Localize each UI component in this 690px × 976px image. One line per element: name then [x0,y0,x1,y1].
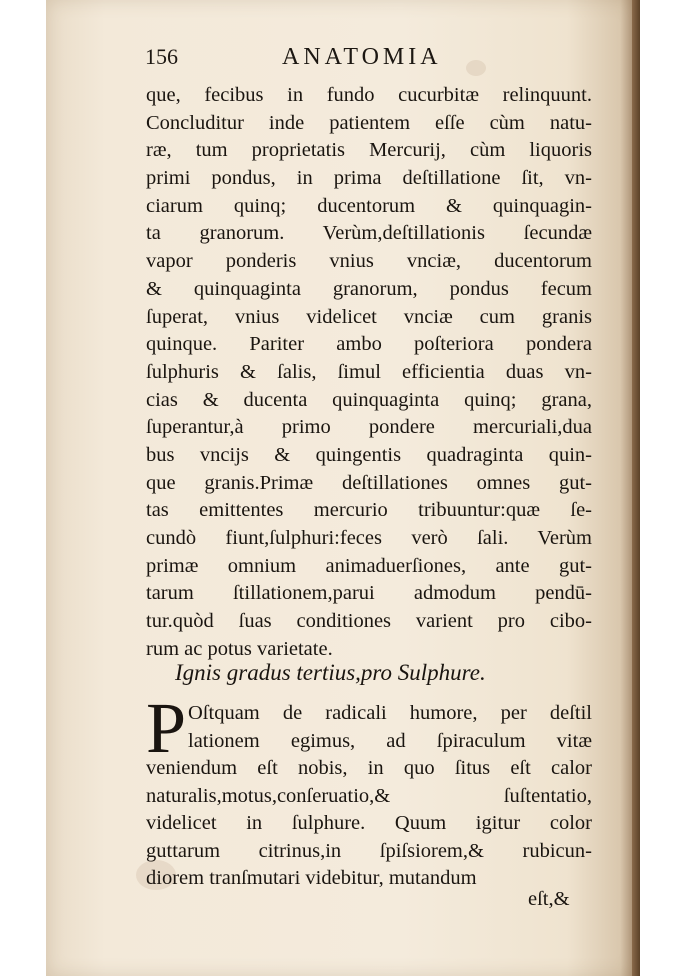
paper-stain [466,60,486,76]
text-line: ciarum quinq; ducentorum & quinquagin- [146,194,592,217]
text-line: vapor ponderis vnius vnciæ, ducentorum [146,250,592,273]
text-line: veniendum eſt nobis, in quo ſitus eſt calor [146,757,592,779]
text-line: cundò fiunt,ſulphuri:feces verò ſali. Verùm [146,527,592,549]
page-number: 156 [145,44,178,69]
text-line: ſuperantur,à primo pondere mercuriali,dua [146,416,592,439]
text-line: que granis.Primæ deſtillationes omnes gut- [146,471,592,494]
text-line: ta granorum. Verùm,deſtillationis ſecundæ [146,222,592,245]
running-title: ANATOMIA [282,44,442,70]
page-edge [632,0,640,976]
text-line: tarum ſtillationem,parui admodum pendū- [146,582,592,605]
text-line: videlicet in ſulphure. Quum igitur color [146,812,592,834]
text-line: diorem tranſmutari videbitur, mutandum [146,867,477,889]
text-line: primi pondus, in prima deſtillatione ſit, vn- [146,167,592,190]
text-line: que, fecibus in fundo cucurbitæ relinquunt. [146,84,592,106]
text-line: Concluditur inde patientem eſſe cùm natu- [146,111,592,134]
text-line: ſulphuris & ſalis, ſimul efficientia duas vn- [146,360,592,383]
text-line: naturalis,motus,conſeruatio,& ſuſtentatio, [146,784,592,807]
text-line: guttarum citrinus,in ſpiſsiorem,& rubicun- [146,839,592,862]
text-line: quinque. Pariter ambo poſteriora pondera [146,333,592,356]
drop-cap: P [146,688,187,768]
text-line: ræ, tum proprietatis Mercurij, cùm liquoris [146,139,592,162]
section-heading: Ignis gradus tertius,pro Sulphure. [175,660,486,685]
text-line: bus vncijs & quingentis quadraginta quin- [146,443,592,466]
text-line: tur.quòd ſuas conditiones varient pro cibo- [146,610,592,633]
text-line: & quinquaginta granorum, pondus fecum [146,277,592,300]
text-line: primæ omnium animaduerſiones, ante gut- [146,554,592,577]
text-line: tas emittentes mercurio tribuuntur:quæ ſe- [146,499,592,522]
text-line: rum ac potus varietate. [146,637,333,660]
text-line: Oſtquam de radicali humore, per deſtil [188,702,592,724]
text-line: ſuperat, vnius videlicet vnciæ cum granis [146,305,592,328]
text-line: cias & ducenta quinquaginta quinq; grana, [146,388,592,411]
catchword: eſt,& [528,888,570,910]
paragraph-1 [146,82,592,663]
text-line: lationem egimus, ad ſpiraculum vitæ [188,729,592,752]
paragraph-2 [146,688,592,893]
